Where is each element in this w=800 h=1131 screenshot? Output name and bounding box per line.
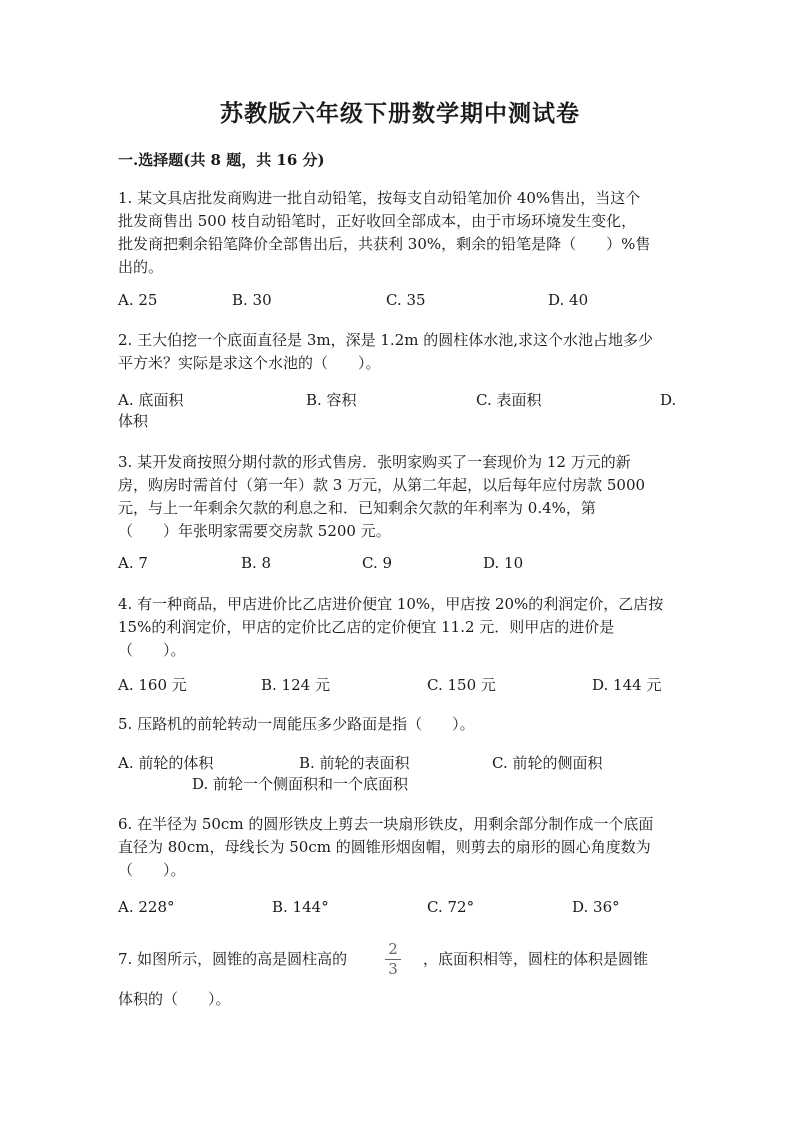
option-b[interactable]: B. 30 bbox=[232, 291, 272, 309]
question-line: 元，与上一年剩余欠款的利息之和．已知剩余欠款的年利率为 0.4%，第 bbox=[118, 499, 596, 517]
option-d[interactable]: D. 36° bbox=[572, 898, 620, 916]
option-b[interactable]: B. 8 bbox=[241, 554, 272, 572]
question-line: 1. 某文具店批发商购进一批自动铅笔，按每支自动铅笔加价 40%售出，当这个 bbox=[118, 189, 641, 207]
fraction-denominator: 3 bbox=[388, 960, 398, 978]
question-line: 直径为 80cm，母线长为 50cm 的圆锥形烟囱帽，则剪去的扇形的圆心角度数为 bbox=[118, 838, 651, 856]
question-5 bbox=[118, 713, 678, 736]
option-c[interactable]: C. 150 元 bbox=[427, 676, 496, 694]
question-7-line-2: 体积的（ ）。 bbox=[118, 990, 231, 1008]
option-a[interactable]: A. 7 bbox=[118, 554, 148, 572]
question-7-text-after: ，底面积相等，圆柱的体积是圆锥 bbox=[423, 950, 649, 968]
fraction-numerator: 2 bbox=[388, 940, 398, 958]
option-c[interactable]: C. 35 bbox=[386, 291, 426, 309]
option-d-text: 体积 bbox=[118, 412, 149, 430]
question-line: （ ）。 bbox=[118, 861, 186, 879]
question-line: 5. 压路机的前轮转动一周能压多少路面是指（ ）。 bbox=[118, 715, 475, 733]
section-heading: 一.选择题(共 8 题，共 16 分) bbox=[118, 151, 325, 169]
option-b[interactable]: B. 容积 bbox=[306, 391, 357, 409]
question-line: 平方米？实际是求这个水池的（ ）。 bbox=[118, 354, 381, 372]
question-line: 出的。 bbox=[118, 258, 164, 276]
option-d[interactable]: D. 144 元 bbox=[592, 676, 662, 694]
option-d[interactable]: D. 前轮一个侧面积和一个底面积 bbox=[192, 775, 409, 793]
option-c[interactable]: C. 表面积 bbox=[476, 391, 542, 409]
option-a[interactable]: A. 160 元 bbox=[118, 676, 187, 694]
option-c[interactable]: C. 72° bbox=[427, 898, 475, 916]
page-title: 苏教版六年级下册数学期中测试卷 bbox=[220, 100, 580, 127]
question-line: （ ）年张明家需要交房款 5200 元。 bbox=[118, 522, 391, 540]
option-c[interactable]: C. 9 bbox=[362, 554, 393, 572]
question-4 bbox=[118, 593, 678, 662]
question-line: 批发商把剩余铅笔降价全部售出后，共获利 30%，剩余的铅笔是降（ ）%售 bbox=[118, 235, 651, 253]
option-c[interactable]: C. 前轮的侧面积 bbox=[492, 754, 603, 772]
question-line: 房，购房时需首付（第一年）款 3 万元，从第二年起，以后每年应付房款 5000 bbox=[118, 476, 646, 494]
question-6 bbox=[118, 813, 678, 882]
question-line: 6. 在半径为 50cm 的圆形铁皮上剪去一块扇形铁皮，用剩余部分制作成一个底面 bbox=[118, 815, 654, 833]
fraction-two-thirds bbox=[383, 941, 403, 978]
question-line: 2. 王大伯挖一个底面直径是 3m，深是 1.2m 的圆柱体水池,求这个水池占地多少 bbox=[118, 331, 654, 349]
option-b[interactable]: B. 124 元 bbox=[261, 676, 330, 694]
question-1 bbox=[118, 187, 678, 279]
question-line: 15%的利润定价，甲店的定价比乙店的定价便宜 11.2 元．则甲店的进价是 bbox=[118, 618, 615, 636]
question-3 bbox=[118, 451, 678, 543]
option-b[interactable]: B. 144° bbox=[272, 898, 329, 916]
question-line: 批发商售出 500 枝自动铅笔时，正好收回全部成本，由于市场环境发生变化， bbox=[118, 212, 637, 230]
question-line: （ ）。 bbox=[118, 641, 186, 659]
option-b[interactable]: B. 前轮的表面积 bbox=[299, 754, 410, 772]
question-2 bbox=[118, 329, 678, 375]
option-d[interactable]: D. 40 bbox=[548, 291, 589, 309]
option-d[interactable]: D. bbox=[660, 391, 677, 409]
question-line: 3. 某开发商按照分期付款的形式售房．张明家购买了一套现价为 12 万元的新 bbox=[118, 453, 631, 471]
option-a[interactable]: A. 25 bbox=[118, 291, 158, 309]
option-a[interactable]: A. 底面积 bbox=[118, 391, 184, 409]
option-a[interactable]: A. 228° bbox=[118, 898, 175, 916]
question-line: 4. 有一种商品，甲店进价比乙店进价便宜 10%，甲店按 20%的利润定价，乙店按 bbox=[118, 595, 664, 613]
question-7-text-before: 7. 如图所示，圆锥的高是圆柱高的 bbox=[118, 950, 348, 968]
option-a[interactable]: A. 前轮的体积 bbox=[118, 754, 214, 772]
option-d[interactable]: D. 10 bbox=[483, 554, 524, 572]
